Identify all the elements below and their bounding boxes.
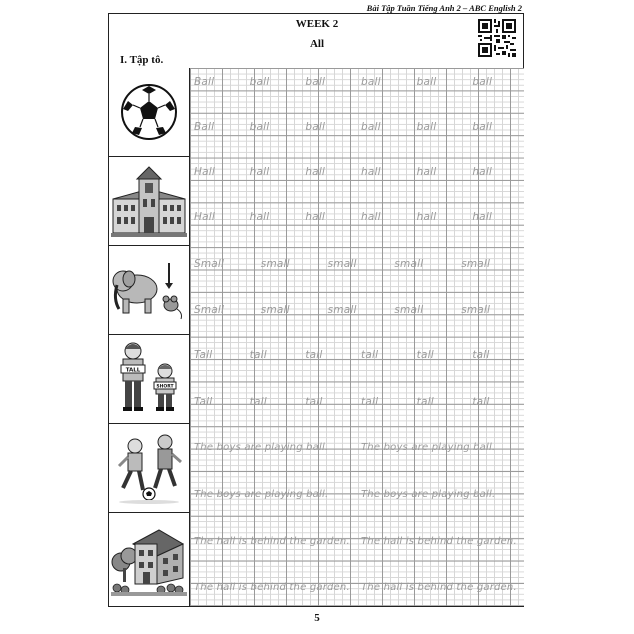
page-header-note: Bài Tập Tuần Tiếng Anh 2 – ABC English 2 — [366, 3, 522, 13]
trace-word: Ball — [194, 76, 215, 88]
week-subtitle: All — [309, 38, 325, 50]
elephant-and-mouse-icon — [111, 255, 187, 325]
trace-word: ball — [249, 76, 270, 88]
picture-small — [108, 246, 190, 335]
hall-building-icon — [111, 163, 187, 239]
trace-word: The hall is behind the garden. — [361, 536, 517, 547]
trace-word: Tall — [194, 396, 213, 408]
qr-code-icon — [478, 19, 516, 57]
trace-row — [190, 396, 524, 416]
trace-word: Ball — [194, 121, 215, 133]
trace-word: hall — [305, 211, 326, 223]
trace-word: Hall — [194, 211, 215, 223]
trace-word: The boys are playing ball. — [361, 442, 496, 453]
trace-row — [190, 536, 524, 556]
trace-word: hall — [361, 211, 381, 223]
trace-word: tall — [305, 396, 323, 408]
trace-word: small — [394, 304, 424, 316]
soccer-ball-icon — [118, 81, 180, 143]
trace-word: tall — [361, 349, 379, 361]
trace-word: The boys are playing ball. — [361, 489, 496, 500]
trace-word: hall — [361, 166, 381, 178]
trace-word: ball — [305, 76, 326, 88]
trace-word: hall — [472, 211, 493, 223]
trace-word: small — [461, 304, 491, 316]
trace-word: tall — [472, 349, 490, 361]
trace-word: hall — [416, 211, 437, 223]
trace-word: small — [394, 258, 424, 270]
week-title: WEEK 2 — [295, 18, 339, 30]
trace-word: Small — [194, 304, 225, 316]
trace-word: tall — [249, 349, 267, 361]
trace-row — [190, 489, 524, 509]
boys-playing-ball-icon — [113, 430, 185, 506]
trace-word: The hall is behind the garden. — [194, 582, 350, 593]
trace-word: ball — [416, 76, 437, 88]
tall-sign-label: TALL — [125, 367, 141, 374]
trace-row — [190, 442, 524, 462]
trace-word: small — [260, 258, 290, 270]
trace-word: hall — [416, 166, 437, 178]
trace-word: tall — [249, 396, 267, 408]
picture-column — [108, 68, 190, 606]
trace-row — [190, 582, 524, 602]
trace-row — [190, 121, 524, 141]
trace-row — [190, 349, 524, 369]
trace-word: tall — [416, 349, 434, 361]
trace-word: Small — [194, 258, 225, 270]
trace-word: tall — [416, 396, 434, 408]
trace-word: tall — [472, 396, 490, 408]
house-and-garden-icon — [111, 522, 187, 598]
trace-word: The boys are playing ball. — [194, 489, 329, 500]
trace-word: ball — [472, 76, 493, 88]
picture-boys-playing — [108, 424, 190, 513]
picture-hall — [108, 157, 190, 246]
trace-word: hall — [305, 166, 326, 178]
trace-row — [190, 166, 524, 186]
trace-word: ball — [361, 121, 381, 133]
trace-word: ball — [361, 76, 381, 88]
trace-word: small — [327, 304, 357, 316]
trace-word: ball — [249, 121, 270, 133]
trace-word: ball — [416, 121, 437, 133]
trace-word: ball — [472, 121, 493, 133]
picture-hall-garden — [108, 513, 190, 606]
trace-row — [190, 76, 524, 96]
trace-row — [190, 258, 524, 278]
handwriting-grid — [190, 68, 524, 606]
picture-ball — [108, 68, 190, 157]
trace-word: hall — [472, 166, 493, 178]
trace-word: The hall is behind the garden. — [361, 582, 517, 593]
page-number: 5 — [314, 612, 320, 624]
trace-row — [190, 211, 524, 231]
tall-and-short-boys-icon — [113, 339, 185, 419]
trace-word: Hall — [194, 166, 215, 178]
trace-word: Tall — [194, 349, 213, 361]
picture-tall — [108, 335, 190, 424]
trace-word: small — [461, 258, 491, 270]
trace-word: The hall is behind the garden. — [194, 536, 350, 547]
trace-word: The boys are playing ball. — [194, 442, 329, 453]
trace-word: tall — [305, 349, 323, 361]
trace-word: tall — [361, 396, 379, 408]
trace-word: hall — [249, 211, 270, 223]
trace-word: hall — [249, 166, 270, 178]
trace-word: small — [260, 304, 290, 316]
trace-row — [190, 304, 524, 324]
trace-word: small — [327, 258, 357, 270]
short-sign-label: SHORT — [156, 384, 174, 390]
section-label: I. Tập tô. — [120, 54, 164, 66]
trace-word: ball — [305, 121, 326, 133]
